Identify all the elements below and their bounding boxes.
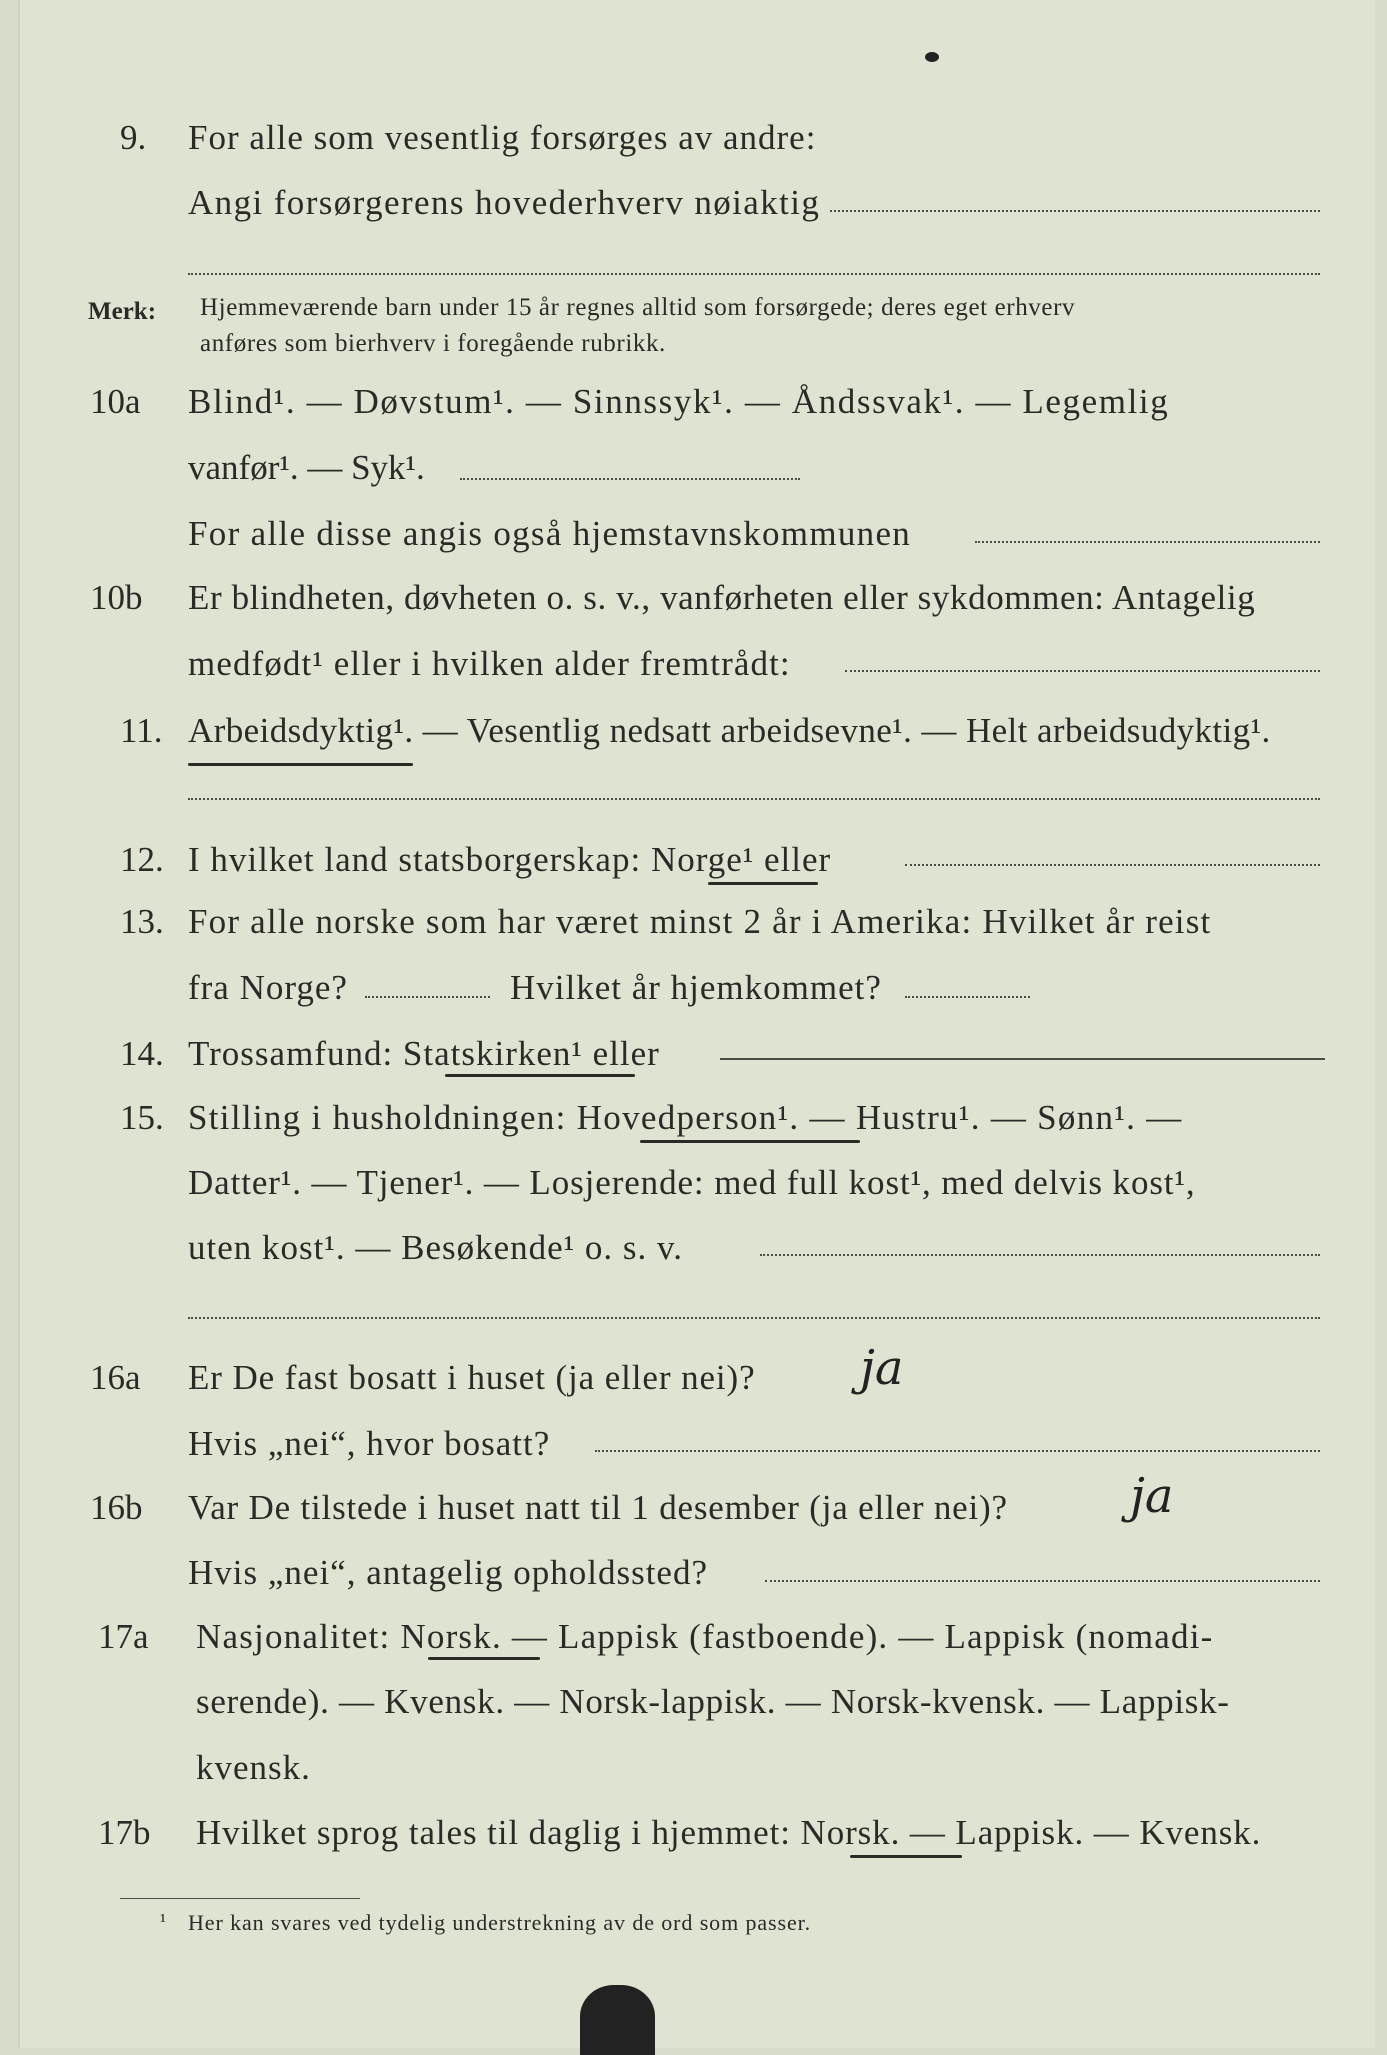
q12-line1: I hvilket land statsborgerskap: Norge¹ eller	[188, 840, 832, 879]
q10a-answer-line-2	[975, 541, 1320, 543]
q10b-number: 10b	[90, 578, 143, 617]
q13-line2a: fra Norge?	[188, 968, 348, 1007]
q15-underline	[640, 1140, 860, 1143]
q16a-answer-line	[595, 1450, 1320, 1452]
q15-line1: Stilling i husholdningen: Hovedperson¹. — Hustru¹. — Sønn¹. —	[188, 1098, 1183, 1137]
q16b-line2: Hvis „nei“, antagelig opholdssted?	[188, 1553, 708, 1592]
q12-answer-line	[905, 864, 1320, 866]
q11-number: 11.	[120, 711, 163, 750]
q15-line2: Datter¹. — Tjener¹. — Losjerende: med full kost¹, med delvis kost¹,	[188, 1163, 1196, 1202]
q16b-number: 16b	[90, 1488, 143, 1527]
q11-underline	[188, 763, 413, 766]
q15-answer-line	[760, 1254, 1320, 1256]
q17a-line2: serende). — Kvensk. — Norsk-lappisk. — Norsk-kvensk. — Lappisk-	[196, 1682, 1230, 1721]
q17a-underline	[428, 1657, 540, 1660]
q12-underline	[708, 882, 818, 885]
q11-line1: Arbeidsdyktig¹. — Vesentlig nedsatt arbeidsevne¹. — Helt arbeidsudyktig¹.	[188, 711, 1271, 750]
q17a-line1: Nasjonalitet: Norsk. — Lappisk (fastboende). — Lappisk (nomadi-	[196, 1617, 1214, 1656]
q17b-line1: Hvilket sprog tales til daglig i hjemmet: Norsk. — Lappisk. — Kvensk.	[196, 1813, 1262, 1852]
q9-number: 9.	[120, 118, 147, 157]
q17a-number: 17a	[98, 1617, 149, 1656]
q10b-line1: Er blindheten, døvheten o. s. v., vanførheten eller sykdommen: Antagelig	[188, 578, 1256, 617]
q10a-line3: For alle disse angis også hjemstavnskommunen	[188, 514, 912, 553]
q13-line2b: Hvilket år hjemkommet?	[510, 968, 882, 1007]
q15-answer-line-2	[188, 1317, 1320, 1319]
q17b-number: 17b	[98, 1813, 151, 1852]
q14-number: 14.	[120, 1034, 164, 1073]
q10a-number: 10a	[90, 382, 141, 421]
footnote-text: Her kan svares ved tydelig understrekning av de ord som passer.	[188, 1910, 812, 1935]
q11-answer-line	[188, 798, 1320, 800]
q10a-line1: Blind¹. — Døvstum¹. — Sinnssyk¹. — Åndssvak¹. — Legemlig	[188, 382, 1170, 421]
q10a-answer-line	[460, 478, 800, 480]
q17b-underline	[850, 1855, 962, 1858]
q16a-line2: Hvis „nei“, hvor bosatt?	[188, 1424, 551, 1463]
merk-line1: Hjemmeværende barn under 15 år regnes alltid som forsørgede; deres eget erhverv	[200, 294, 1076, 321]
q15-number: 15.	[120, 1098, 164, 1137]
q14-answer-line	[720, 1058, 1325, 1060]
q10b-line2: medfødt¹ eller i hvilken alder fremtrådt:	[188, 644, 791, 683]
q16a-answer: ja	[860, 1340, 904, 1396]
q10b-answer-line	[845, 670, 1320, 672]
q12-number: 12.	[120, 840, 164, 879]
q17a-line3: kvensk.	[196, 1748, 311, 1787]
footnote-mark: ¹	[160, 1910, 166, 1932]
q9-line1: For alle som vesentlig forsørges av andre:	[188, 118, 817, 157]
q16b-answer: ja	[1130, 1468, 1174, 1524]
q10a-line2: vanfør¹. — Syk¹.	[188, 448, 425, 487]
q13-line1: For alle norske som har været minst 2 år i Amerika: Hvilket år reist	[188, 902, 1212, 941]
form-page	[18, 0, 1375, 2048]
q14-line1: Trossamfund: Statskirken¹ eller	[188, 1034, 660, 1073]
merk-label: Merk:	[88, 298, 157, 325]
ink-dot	[925, 52, 939, 62]
q13-hjem-line	[905, 996, 1030, 998]
q13-number: 13.	[120, 902, 164, 941]
q16b-answer-line	[765, 1580, 1320, 1582]
q15-line3: uten kost¹. — Besøkende¹ o. s. v.	[188, 1228, 684, 1267]
q9-line2: Angi forsørgerens hovederhverv nøiaktig	[188, 183, 821, 222]
q9-answer-line	[830, 210, 1320, 212]
ink-blot	[580, 1985, 655, 2055]
q16a-line1: Er De fast bosatt i huset (ja eller nei)?	[188, 1358, 756, 1397]
q13-reist-line	[365, 996, 490, 998]
footnote-rule	[120, 1898, 360, 1899]
q14-underline	[445, 1074, 635, 1077]
q16b-line1: Var De tilstede i huset natt til 1 desember (ja eller nei)?	[188, 1488, 1008, 1527]
merk-line2: anføres som bierhverv i foregående rubrikk.	[200, 330, 666, 357]
q16a-number: 16a	[90, 1358, 141, 1397]
q9-answer-line-2	[188, 273, 1320, 275]
